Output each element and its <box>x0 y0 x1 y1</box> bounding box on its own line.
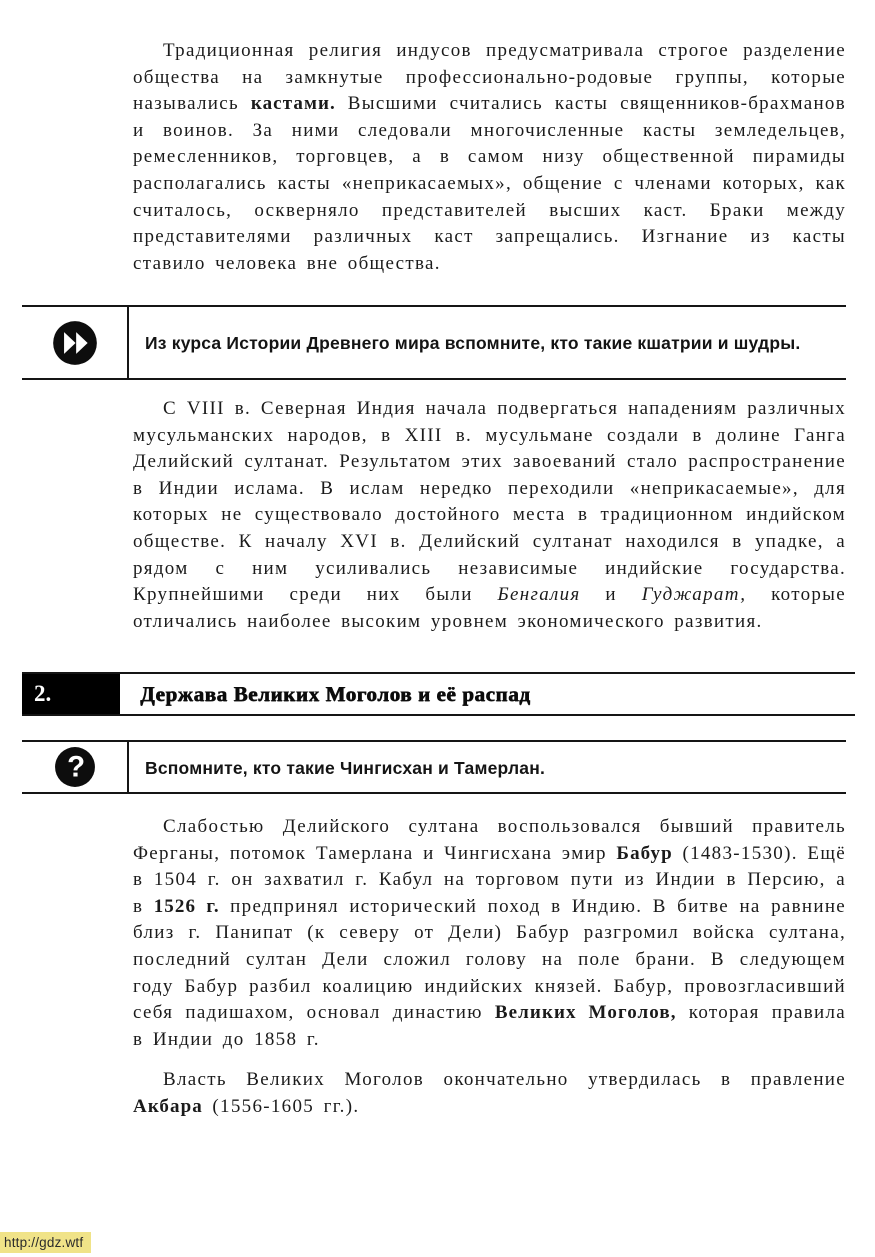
callout-text-recall-kshatriya-shudra: Из курса Истории Древнего мира вспомните, кто такие кшатрии и шудры. <box>145 333 801 353</box>
question-mark-icon <box>54 746 96 788</box>
callout-icon-zone <box>22 307 129 378</box>
section-title: Держава Великих Моголов и её распад <box>140 682 531 706</box>
paragraph-castes: Традиционная религия индусов предусматривала строгое разделение общества на замкнутые профессионально-родовые группы, которые назывались кастами. Высшими считались касты священников-брахманов и воинов. За ними следовали многочисленные касты земледельцев, ремесленников, торговцев, а в самом низу общественной пирамиды располагались касты «неприкасаемых», общение с членами которых, как считалось, оскверняло представителей высших каст. Браки между представителями различных каст запрещались. Изгнание из касты ставило человека вне общества. <box>133 40 846 274</box>
paragraph-akbar: Власть Великих Моголов окончательно утвердилась в правление Акбара (1556-1605 гг.). <box>133 1069 846 1117</box>
section-header <box>22 672 855 716</box>
section-number-box: 2. <box>22 674 120 714</box>
callout-icon-zone <box>22 742 129 792</box>
svg-text:?: ? <box>66 750 85 784</box>
paragraph-babur: Слабостью Делийского султана воспользовался бывший правитель Ферганы, потомок Тамерлана и Чингисхана эмир Бабур (1483-1530). Ещё в 1504 г. он захватил г. Кабул на торговом пути из Индии в Персию, а в 1526 г. предпринял исторический поход в Индию. В битве на равнине близ г. Панипат (к северу от Дели) Бабур разгромил войска султана, последний султан Дели сложил голову на поле брани. В следующем году Бабур разбил коалицию индийских князей. Бабур, провозгласивший себя падишахом, основал династию Великих Моголов, которая правила в Индии до 1858 г. <box>133 816 847 1050</box>
paragraph-delhi-sultanate: С VIII в. Северная Индия начала подвергаться нападениям различных мусульманских народов, в XIII в. мусульмане создали в долине Ганга Делийский султанат. Результатом этих завоеваний стало распространение в Индии ислама. В ислам нередко переходили «неприкасаемые», для которых не существовало достойного места в традиционном индийском обществе. К началу XVI в. Делийский султанат находился в упадке, а рядом с ним усиливались независимые индийские государства. Крупнейшими среди них были Бенгалия и Гуджарат, которые отличались наиболее высоким уровнем экономического развития. <box>133 398 846 632</box>
callout-recall-genghis-tamerlane <box>22 740 846 794</box>
callout-recall-kshatriya-shudra <box>22 305 846 380</box>
fast-forward-icon <box>52 320 98 366</box>
callout-text-recall-genghis-tamerlane: Вспомните, кто такие Чингисхан и Тамерлан. <box>145 757 546 778</box>
watermark-label: http://gdz.wtf <box>0 1232 91 1253</box>
